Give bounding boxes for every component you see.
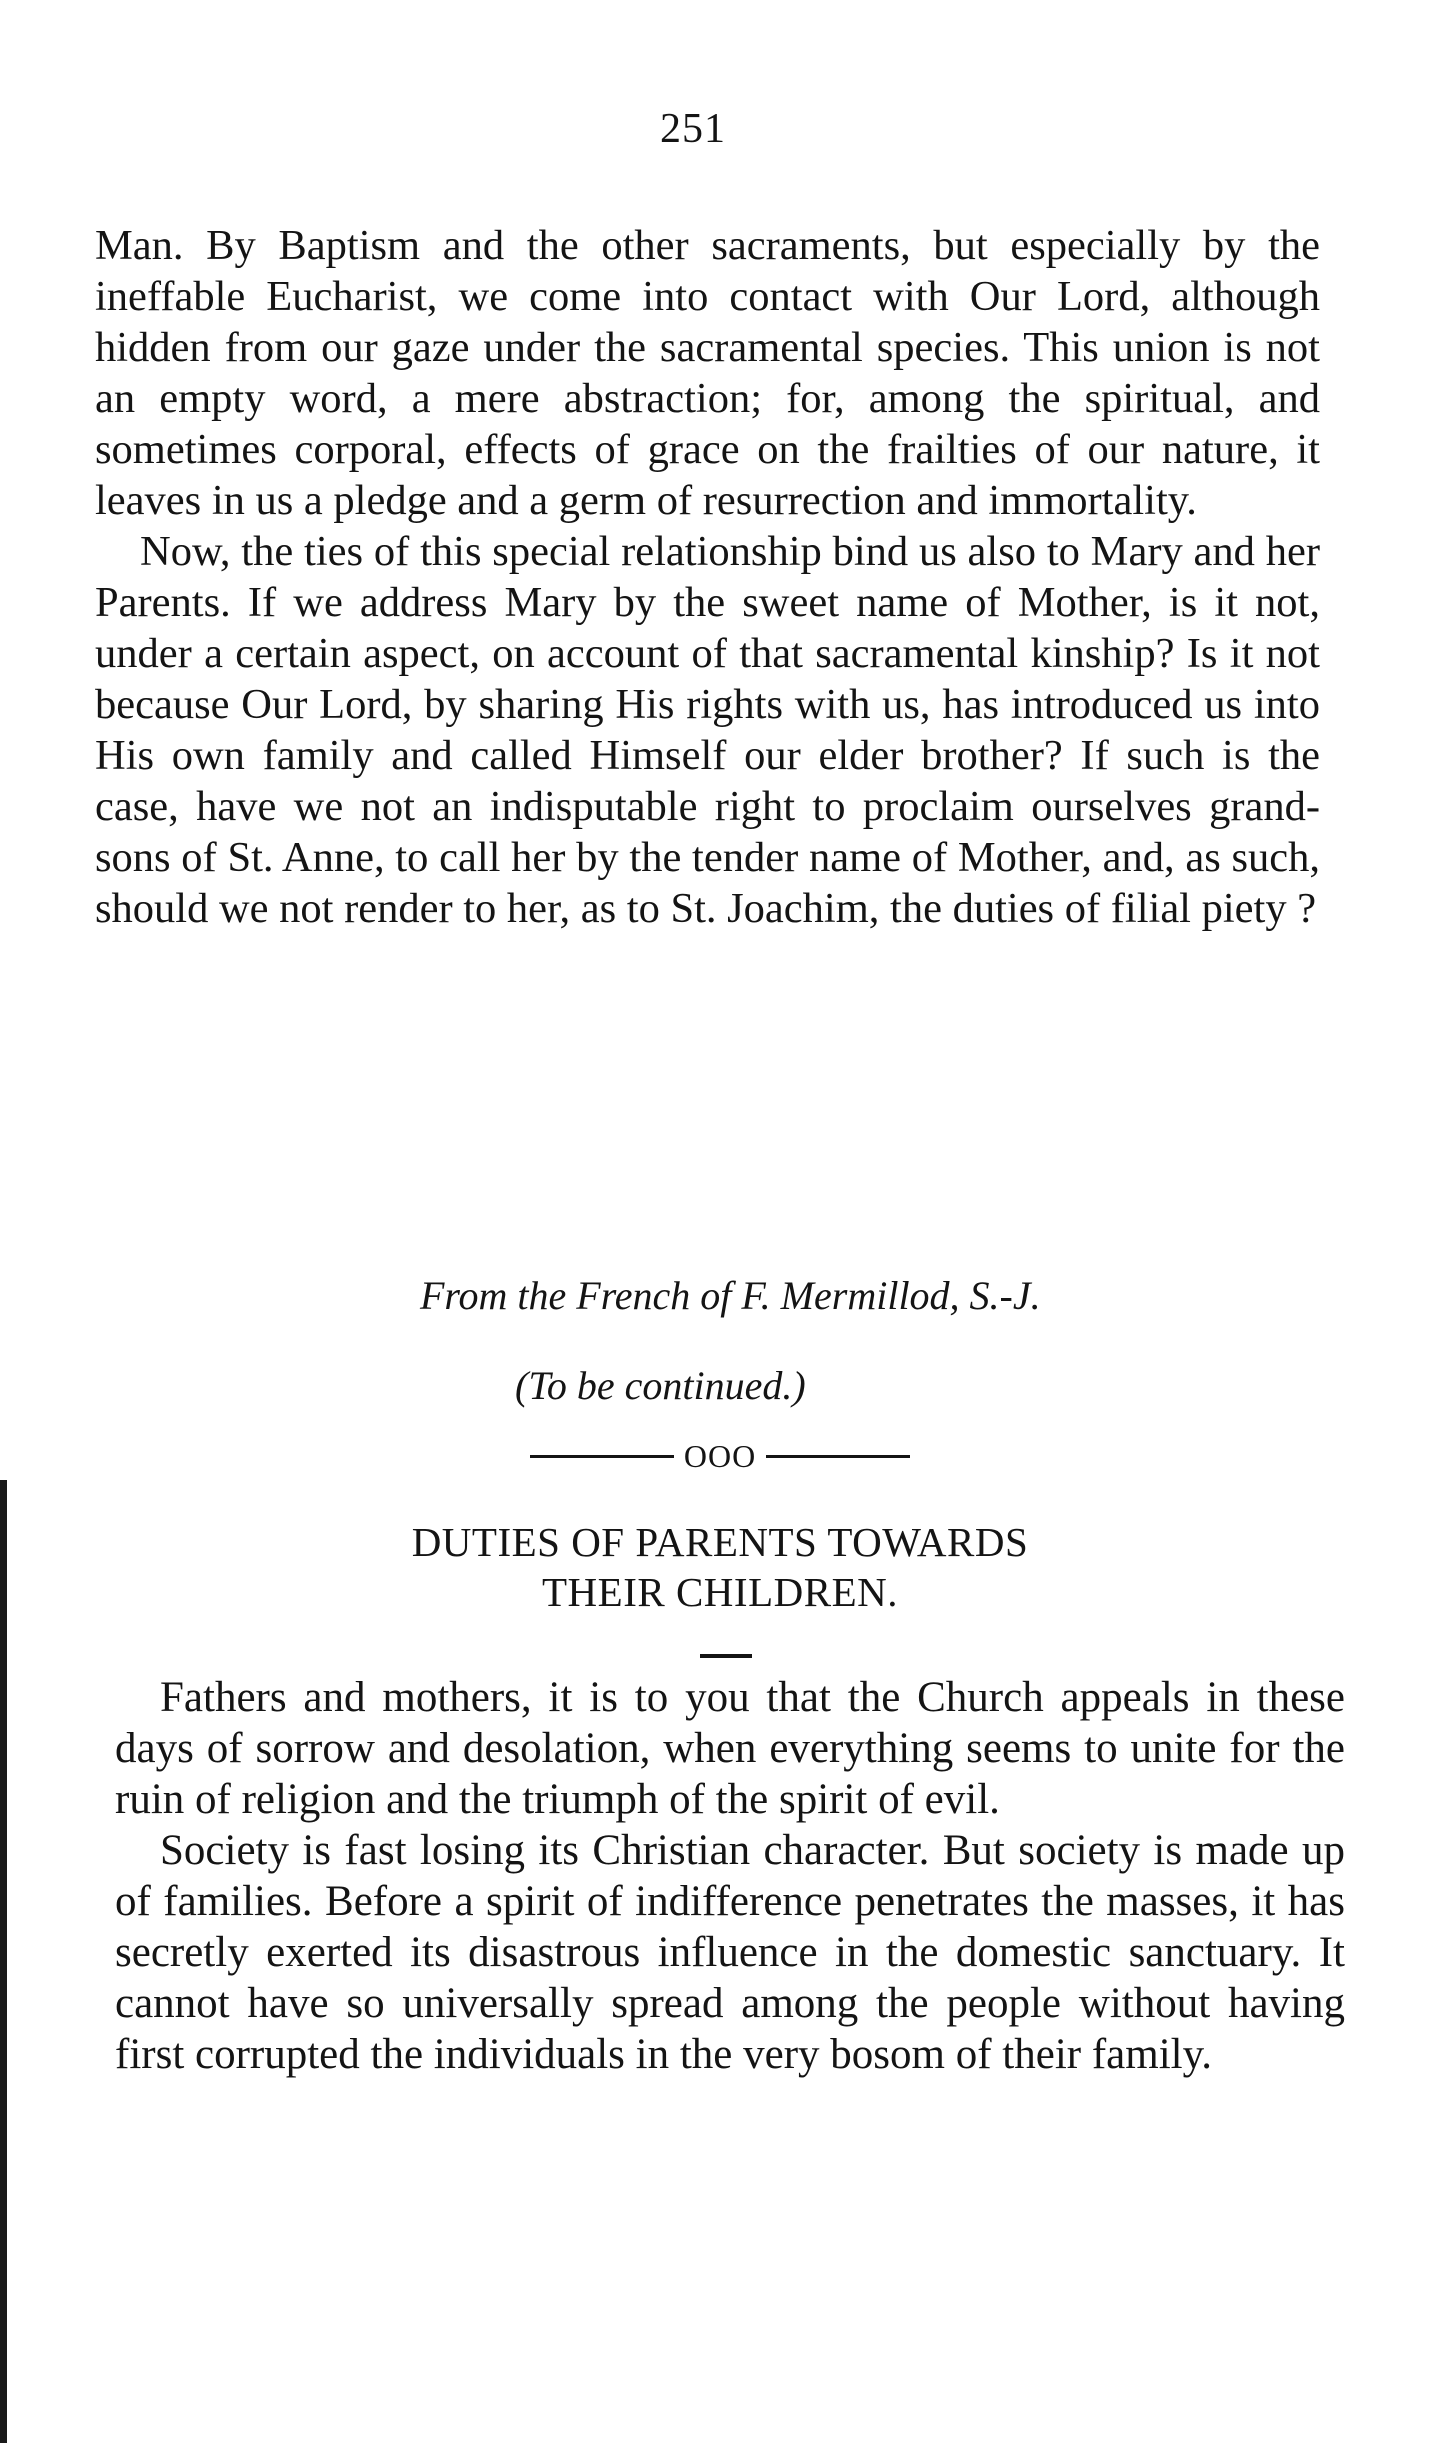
heading-line-2: THEIR CHILDREN. [542,1569,898,1615]
article-heading [200,1517,1240,1617]
separator-mark: OOO [683,1438,757,1474]
continued-article-text [95,220,1320,934]
page-number: 251 [660,106,726,152]
separator-rule-right [766,1455,910,1458]
to-be-continued-note: (To be continued.) [515,1363,806,1408]
paragraph: Now, the ties of this special relationship bind us also to Mary and her Parents. If we address Mary by the sweet name of Mother, is it not, under a certain aspect, on account of that sacramental kinship? Is it not because Our Lord, by sharing His rights with us, has introduced us into His own family and called Himself our elder brother? If such is the case, have we not an indisputable right to proclaim ourselves grand-sons of St. Anne, to call her by the tender name of Mother, and, as such, should we not render to her, as to St. Joachim, the duties of filial piety ? [95,528,1320,932]
paragraph: Society is fast losing its Christian character. But society is made up of families. Before a spirit of indifference penetrates the masses, it has secretly exerted its disastrous influence in the domestic sanctuary. It cannot have so universally spread among the people without having first corrupted the individuals in the very bosom of their family. [115,1827,1345,2078]
separator-rule-left [530,1455,674,1458]
heading-line-1: DUTIES OF PARENTS TOWARDS [411,1519,1029,1565]
scan-edge-shadow [0,1480,7,2443]
paragraph: Man. By Baptism and the other sacraments, but especially by the ineffable Eucharist, we come into contact with Our Lord, although hidden from our gaze under the sacramental species. This union is not an empty word, a mere abstraction; for, among the spiritual, and sometimes corporal, effects of grace on the frailties of our nature, it leaves in us a pledge and a germ of resurrection and immortality. [95,222,1320,524]
paragraph: Fathers and mothers, it is to you that the Church appeals in these days of sorrow and desolation, when everything seems to unite for the ruin of religion and the triumph of the spirit of evil. [115,1674,1345,1823]
section-separator [530,1440,910,1472]
heading-rule [700,1654,752,1658]
article-body [115,1672,1345,2080]
attribution: From the French of F. Mermillod, S.-J. [420,1273,1041,1318]
